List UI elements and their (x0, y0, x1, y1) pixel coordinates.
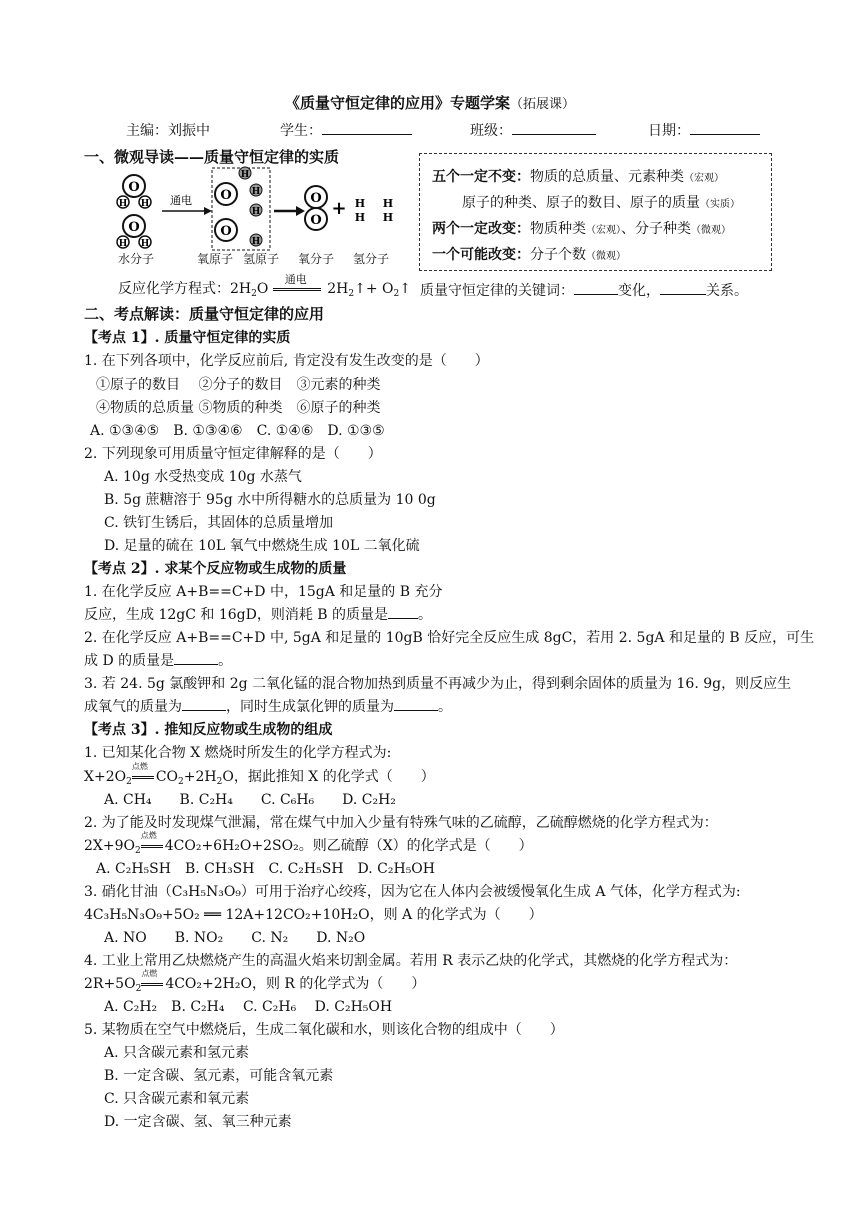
q1-2-option-a: A. 10g 水受热变成 10g 水蒸气 (104, 469, 302, 485)
svg-text:H: H (118, 199, 128, 209)
q1-2-option-c: C. 铁钉生锈后，其固体的总质量增加 (104, 515, 334, 531)
q3-2-equation: $2X+9O_2$ 点燃 4CO₂+6H₂O+2SO₂。则乙硫醇（X）的化学式是（ ） (84, 831, 533, 856)
svg-text:H: H (140, 199, 150, 209)
q3-2-options: A. C₂H₅SH B. CH₃SH C. C₂H₅SH D. C₂H₅OH (96, 861, 435, 877)
kd3-heading: 【考点 3】. 推知反应物或生成物的组成 (84, 722, 333, 738)
kd1-heading: 【考点 1】. 质量守恒定律的实质 (84, 330, 291, 346)
q1-1: 1. 在下列各项中，化学反应前后, 肯定没有发生改变的是（ ） (84, 353, 489, 369)
q2-2-line2: 成 D 的质量是 。 (84, 653, 233, 669)
svg-text:O: O (220, 188, 232, 203)
date-blank (690, 120, 760, 135)
q3-3-options: A. NO B. NO₂ C. N₂ D. N₂O (104, 930, 366, 946)
svg-text:H: H (382, 211, 394, 224)
q2-2-line1: 2. 在化学反应 A+B==C+D 中, 5gA 和足量的 10gB 恰好完全反应生成 8gC，若用 2. 5gA 和足量的 B 反应，可生 (84, 630, 815, 646)
reaction-equation: 反应化学方程式：$2H_2O$ 通电 $2H_2↑+$ $O_2↑$ (118, 273, 411, 299)
hydrogen-molecule-icon (355, 197, 393, 224)
label-oxygen-molecule: 氧分子 (298, 252, 335, 266)
student-blank (322, 120, 412, 135)
q1-2-option-d: D. 足量的硫在 10L 氧气中燃烧生成 10L 二氧化硫 (104, 538, 420, 554)
section2-heading: 二、考点解读：质量守恒定律的应用 (84, 305, 325, 323)
q3-3-line1: 3. 硝化甘油（C₃H₅N₃O₉）可用于治疗心绞疼，因为它在人体内会被缓慢氧化生成 A 气体，化学方程式为: (84, 884, 741, 900)
svg-text:H: H (354, 197, 366, 210)
svg-text:H: H (240, 170, 250, 180)
svg-text:通电: 通电 (170, 194, 192, 207)
water-molecule-icon (117, 215, 151, 249)
q3-5-option-b: B. 一定含碳、氢元素，可能含氧元素 (104, 1068, 334, 1084)
editor-label: 主编：刘振中 (126, 123, 210, 139)
q3-4-options: A. C₂H₂ B. C₂H₄ C. C₂H₆ D. C₂H₅OH (104, 999, 393, 1015)
keyword-line: 质量守恒定律的关键词： 变化， 关系。 (420, 283, 748, 299)
q3-5-option-a: A. 只含碳元素和氢元素 (104, 1045, 250, 1061)
title-main: 《质量守恒定律的应用》专题学案 (284, 94, 510, 112)
svg-text:H: H (354, 211, 366, 224)
q3-2-line1: 2. 为了能及时发现煤气泄漏，常在煤气中加入少量有特殊气味的乙硫醇，乙硫醇燃烧的化学方程式为： (84, 815, 718, 831)
svg-text:H: H (382, 197, 394, 210)
class-field: 班级： (470, 120, 596, 140)
title-suffix: （拓展课） (510, 97, 576, 112)
svg-text:O: O (128, 220, 140, 235)
svg-text:+: + (331, 198, 347, 219)
q2-1-line1: 1. 在化学反应 A+B==C+D 中，15gA 和足量的 B 充分 (84, 584, 443, 600)
q1-2-option-b: B. 5g 蔗糖溶于 95g 水中所得糖水的总质量为 10 0g (104, 492, 436, 508)
q3-5-option-c: C. 只含碳元素和氧元素 (104, 1091, 250, 1107)
kd2-heading: 【考点 2】. 求某个反应物或生成物的质量 (84, 561, 347, 577)
svg-text:H: H (251, 207, 261, 217)
q3-1-options: A. CH₄ B. C₂H₄ C. C₆H₆ D. C₂H₂ (104, 792, 396, 808)
section1-heading: 一、微观导读——质量守恒定律的实质 (84, 148, 340, 166)
q3-1-equation: $X+2O_2$ 点燃 $CO_2+2H_2O$，据此推知 X 的化学式（ ） (84, 762, 435, 787)
q2-3-line2: 成氧气的质量为 ，同时生成氯化钾的质量为 。 (84, 699, 452, 715)
date-field: 日期： (648, 120, 760, 140)
svg-text:H: H (118, 239, 128, 249)
summary-box: 五个一定不变：物质的总质量、元素种类（宏观） 原子的种类、原子的数目、原子的质量（实质） 两个一定改变：物质种类（宏观）、分子种类（微观） 一个可能改变：分子个数（微观） (419, 153, 772, 271)
oxygen-molecule-icon (305, 186, 327, 230)
svg-text:O: O (310, 213, 322, 228)
q1-1-items-a: ①原子的数目 ②分子的数目 ③元素的种类 (96, 377, 381, 393)
svg-text:O: O (128, 180, 140, 195)
label-oxygen-atom: 氧原子 (197, 252, 234, 266)
page-title (0, 92, 860, 113)
q3-5: 5. 某物质在空气中燃烧后，生成二氧化碳和水，则该化合物的组成中（ ） (84, 1022, 564, 1038)
svg-text:O: O (220, 224, 232, 239)
q3-4-line1: 4. 工业上常用乙炔燃烧产生的高温火焰来切割金属。若用 R 表示乙炔的化学式，其燃烧的化学方程式为： (84, 953, 738, 969)
svg-text:H: H (251, 187, 261, 197)
water-molecule-icon (117, 175, 151, 209)
q3-5-option-d: D. 一定含碳、氢、氧三种元素 (104, 1114, 292, 1130)
q3-4-equation: $2R+5O_2$ 点燃 4CO₂+2H₂O，则 R 的化学式为（ ） (84, 969, 426, 994)
q3-3-line2: 4C₃H₅N₃O₉+5O₂ ══ 12A+12CO₂+10H₂O，则 A 的化学式为（ ） (84, 907, 543, 923)
class-blank (512, 120, 596, 135)
q1-2: 2. 下列现象可用质量守恒定律解释的是（ ） (84, 446, 382, 462)
q1-1-items-b: ④物质的总质量 ⑤物质的种类 ⑥原子的种类 (96, 400, 381, 416)
q2-3-line1: 3. 若 24. 5g 氯酸钾和 2g 二氧化锰的混合物加热到质量不再减少为止，得到剩余固体的质量为 16. 9g，则反应生 (84, 676, 792, 692)
q3-1-line1: 1. 已知某化合物 X 燃烧时所发生的化学方程式为: (84, 745, 392, 761)
q1-1-options: A. ①③④⑤ B. ①③④⑥ C. ①④⑥ D. ①③⑤ (90, 423, 385, 439)
label-water-molecule: 水分子 (118, 252, 155, 266)
student-field: 学生： (280, 120, 412, 140)
svg-text:O: O (310, 191, 322, 206)
svg-text:H: H (140, 239, 150, 249)
label-hydrogen-atom: 氢原子 (243, 252, 280, 266)
label-hydrogen-molecule: 氢分子 (353, 252, 390, 266)
svg-text:H: H (251, 237, 261, 247)
q2-1-line2: 反应，生成 12gC 和 16gD，则消耗 B 的质量是 。 (84, 607, 433, 623)
